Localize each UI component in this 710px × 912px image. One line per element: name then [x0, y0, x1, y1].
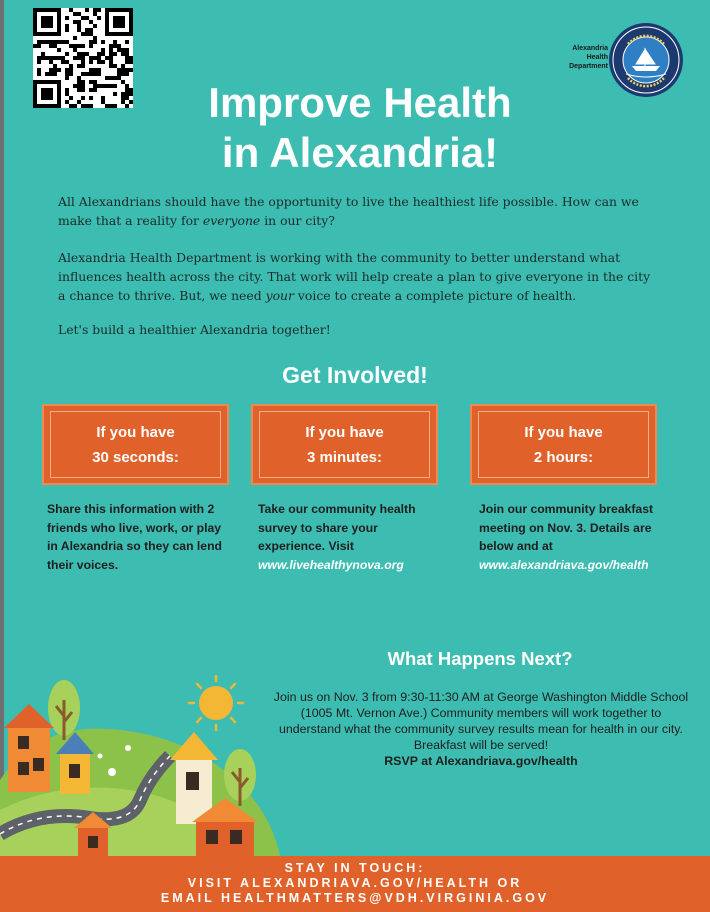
option-description-text: Join our community breakfast meeting on Nov. 3. Details are below and at	[479, 502, 654, 553]
intro-p2-emphasis: your	[265, 288, 294, 303]
rsvp-text: RSVP at Alexandriava.gov/health	[384, 754, 578, 768]
option-description-2-hours	[479, 500, 664, 574]
footer-line2[interactable]: VISIT ALEXANDRIAVA.GOV/HEALTH OR	[187, 876, 523, 890]
sun-icon	[189, 676, 243, 730]
town-illustration	[0, 660, 300, 856]
option-box-line1: If you have	[524, 423, 603, 441]
house-orange-left	[4, 704, 54, 792]
option-description-30-seconds	[47, 500, 232, 574]
get-involved-heading: Get Involved!	[282, 362, 428, 388]
intro-p1-emphasis: everyone	[202, 213, 261, 228]
footer-line3[interactable]: EMAIL HEALTHMATTERS@VDH.VIRGINIA.GOV	[160, 891, 550, 905]
org-name	[548, 44, 608, 71]
intro-paragraph-1	[58, 192, 658, 230]
intro-p2-text-b: voice to create a complete picture of health.	[293, 288, 577, 303]
intro-p1-text-b: in our city?	[260, 213, 335, 228]
org-name-line1: Alexandria	[572, 45, 608, 52]
option-description-text: Take our community health survey to share your experience. Visit	[258, 502, 416, 553]
option-description-3-minutes	[258, 500, 443, 574]
what-happens-next-heading: What Happens Next?	[387, 648, 573, 669]
title-line2: in Alexandria!	[221, 129, 499, 176]
qr-code-icon	[33, 8, 133, 108]
option-box-3-minutes	[253, 406, 436, 483]
option-box-30-seconds	[44, 406, 227, 483]
title-line1: Improve Health	[208, 79, 512, 126]
option-box-line1: If you have	[96, 423, 175, 441]
option-box-2-hours	[472, 406, 655, 483]
seal-icon	[608, 22, 684, 98]
intro-p1-text-a: All Alexandrians should have the opportunity to live the healthiest life possible. How can we make that a reality for	[58, 194, 639, 228]
footer-banner	[0, 856, 710, 912]
org-name-line2: Health	[586, 54, 608, 61]
option-box-line2: 3 minutes:	[306, 448, 382, 466]
footer-line1: STAY IN TOUCH:	[284, 861, 426, 875]
org-name-line3: Department	[569, 63, 608, 70]
intro-p2-text-a: Alexandria Health Department is working with the community to better understand what influences health across the city. That work will help create a plan to give everyone in the city a chance to thrive. But, we need	[58, 250, 651, 303]
option-box-line1: If you have	[305, 423, 384, 441]
option-box-line2: 30 seconds:	[92, 448, 179, 466]
survey-link[interactable]: www.livehealthynova.org	[258, 557, 404, 572]
option-box-line2: 2 hours:	[533, 448, 594, 466]
health-page-link[interactable]: www.alexandriava.gov/health	[479, 557, 649, 572]
meeting-details: Join us on Nov. 3 from 9:30-11:30 AM at George Washington Middle School (1005 Mt. Vernon Ave.) Community members will work together to understand what the community survey results mean for health in our city. Breakfast will be served!	[273, 690, 689, 752]
option-description-text: Share this information with 2 friends who live, work, or play in Alexandria so they can lend their voices.	[47, 502, 222, 572]
page-title	[150, 78, 570, 178]
intro-paragraph-2	[58, 248, 658, 305]
intro-paragraph-3: Let's build a healthier Alexandria together!	[58, 322, 331, 337]
